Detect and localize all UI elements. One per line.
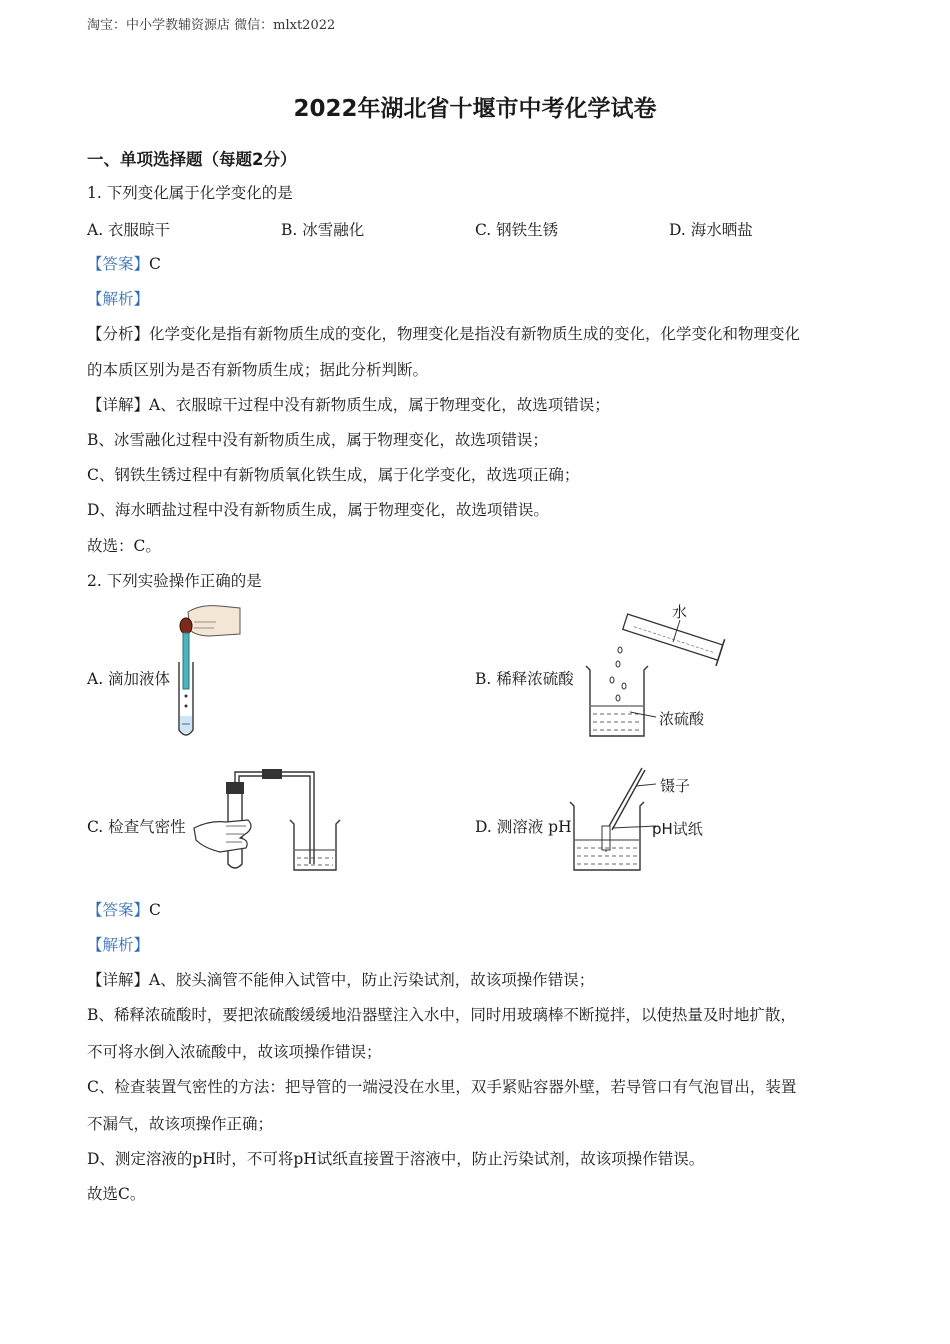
answer-value: C	[149, 901, 161, 919]
q2-fig-a-label: A. 滴加液体	[87, 670, 171, 688]
q1-answer	[87, 253, 161, 275]
page-title: 2022年湖北省十堰市中考化学试卷	[293, 96, 657, 122]
q2-detail-c: C、检查装置气密性的方法：把导管的一端浸没在水里，双手紧贴容器外壁，若导管口有气泡冒出，装置	[87, 1078, 797, 1096]
q2-detail-a	[87, 969, 594, 991]
q2-fig-c-label: C. 检查气密性	[87, 818, 186, 836]
q2-fig-b-label: B. 稀释浓硫酸	[475, 670, 574, 688]
detail-tag: 【详解】	[87, 971, 150, 989]
q1-fenxi	[87, 323, 800, 345]
fenxi-tag: 【分析】	[87, 325, 150, 343]
answer-tag: 【答案】	[87, 255, 150, 273]
q2-stem: 2. 下列实验操作正确的是	[87, 572, 262, 590]
ph-test-figure	[566, 762, 656, 874]
q2-detail-c-cont: 不漏气，故该项操作正确；	[87, 1115, 274, 1133]
q1-option-b: B. 冰雪融化	[281, 221, 365, 239]
q1-option-a: A. 衣服晾干	[87, 221, 171, 239]
q2-answer	[87, 899, 161, 921]
detail-tag: 【详解】	[87, 396, 150, 414]
tweezers-label: 镊子	[660, 777, 691, 795]
q1-detail-c: C、钢铁生锈过程中有新物质氧化铁生成，属于化学变化，故选项正确；	[87, 466, 580, 484]
q1-detail-a	[87, 394, 610, 416]
q2-detail-d: D、测定溶液的pH时，不可将pH试纸直接置于溶液中，防止污染试剂，故该项操作错误。	[87, 1150, 705, 1168]
page-header: 淘宝：中小学教辅资源店 微信：mlxt2022	[87, 18, 336, 33]
concentrated-acid-label: 浓硫酸	[659, 710, 705, 728]
section-heading: 一、单项选择题（每题2分）	[87, 150, 297, 169]
q1-conclusion: 故选：C。	[87, 537, 161, 555]
fenxi-text: 化学变化是指有新物质生成的变化，物理变化是指没有新物质生成的变化，化学变化和物理变化	[149, 325, 801, 343]
q2-conclusion: 故选C。	[87, 1185, 146, 1203]
q2-detail-b: B、稀释浓硫酸时，要把浓硫酸缓缓地沿器壁注入水中，同时用玻璃棒不断搅拌，以使热量及时地扩散，	[87, 1006, 796, 1024]
water-label: 水	[672, 603, 688, 621]
answer-tag: 【答案】	[87, 901, 150, 919]
airtightness-figure	[190, 764, 345, 876]
q2-detail-b-cont: 不可将水倒入浓硫酸中，故该项操作错误；	[87, 1043, 382, 1061]
q2-analysis-tag: 【解析】	[87, 936, 150, 954]
ph-paper-label: pH试纸	[652, 820, 703, 838]
q1-option-c: C. 钢铁生锈	[475, 221, 559, 239]
q1-stem: 1. 下列变化属于化学变化的是	[87, 184, 293, 202]
dropper-test-tube-figure	[170, 600, 245, 742]
q1-fenxi-cont: 的本质区别为是否有新物质生成；据此分析判断。	[87, 361, 429, 379]
answer-value: C	[149, 255, 161, 273]
q1-detail-d: D、海水晒盐过程中没有新物质生成，属于物理变化，故选项错误。	[87, 501, 549, 519]
dilute-acid-figure	[580, 600, 730, 742]
q1-analysis-tag: 【解析】	[87, 290, 150, 308]
detail-text: A、胶头滴管不能伸入试管中，防止污染试剂，故该项操作错误；	[149, 971, 595, 989]
q1-option-d: D. 海水晒盐	[669, 221, 753, 239]
detail-text: A、衣服晾干过程中没有新物质生成，属于物理变化，故选项错误；	[149, 396, 610, 414]
q2-fig-d-label: D. 测溶液 pH	[475, 818, 572, 836]
q1-detail-b: B、冰雪融化过程中没有新物质生成，属于物理变化，故选项错误；	[87, 431, 548, 449]
